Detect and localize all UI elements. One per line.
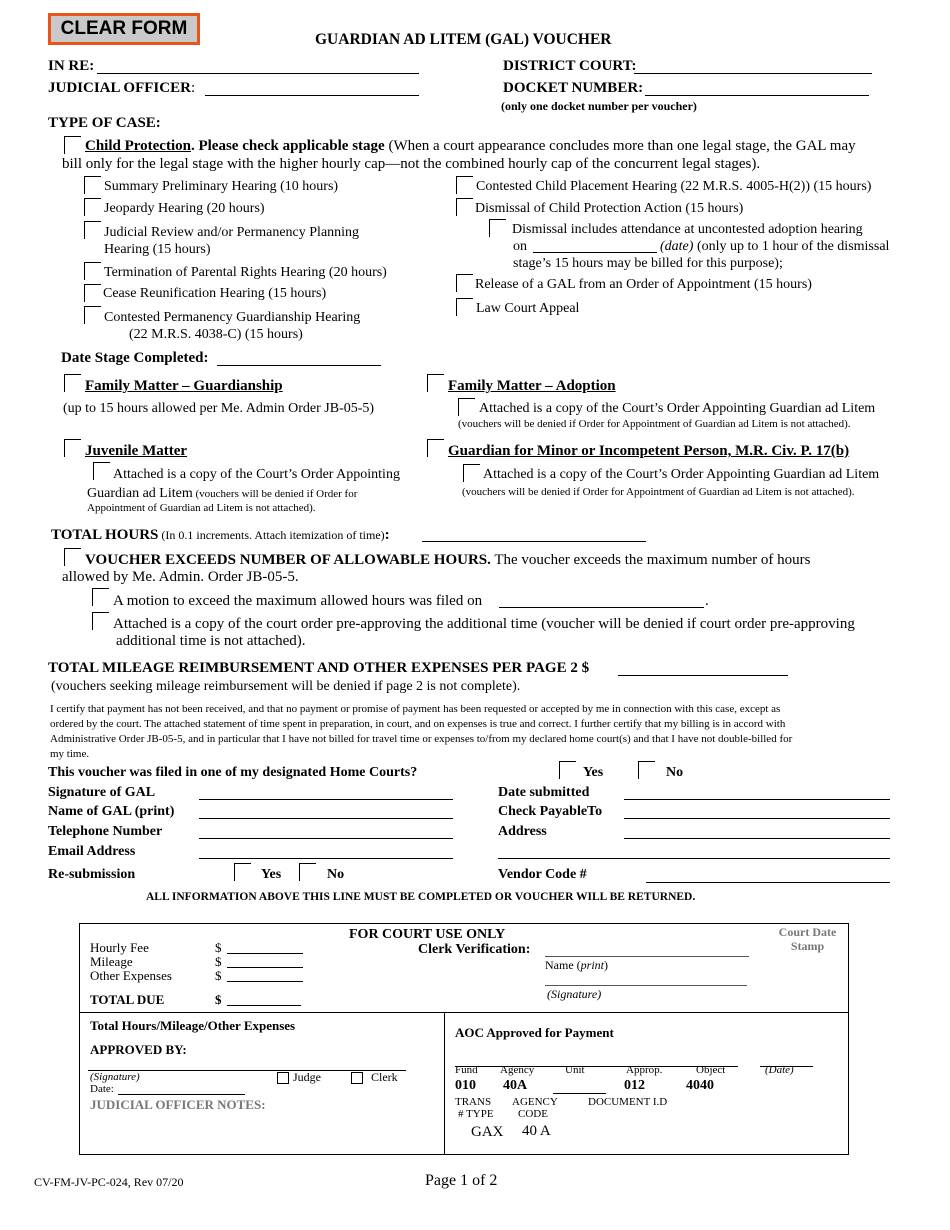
- juvenile-denial-2: Appointment of Guardian ad Litem is not attached).: [87, 502, 316, 514]
- district-court-label: DISTRICT COURT:: [503, 58, 637, 74]
- juvenile-attached-line-2: [87, 484, 357, 502]
- clerk-name-field[interactable]: [545, 956, 749, 957]
- juvenile-title: Juvenile Matter: [85, 443, 188, 459]
- guardianship-checkbox[interactable]: [64, 374, 81, 392]
- court-use-title: FOR COURT USE ONLY: [349, 927, 506, 942]
- agency-code-value: 40 A: [522, 1123, 551, 1139]
- mileage-fee-dollar: $: [215, 954, 222, 969]
- dismissal-checkbox[interactable]: [456, 198, 473, 216]
- clerk-verification-label: Clerk Verification:: [418, 942, 531, 957]
- mileage-note: (vouchers seeking mileage reimbursement will be denied if page 2 is not complete).: [51, 679, 521, 694]
- vendor-code-field[interactable]: [646, 882, 890, 883]
- certification-line-3: Administrative Order JB-05-5, and in particular that I have not billed for travel time or expenses to/from my declared home court(s) and that I have not double-billed for: [50, 733, 793, 745]
- date-stage-completed-label: Date Stage Completed:: [61, 350, 209, 366]
- home-court-no-label: No: [666, 765, 684, 780]
- child-protection-note-2: bill only for the legal stage with the higher hourly cap—not the combined hourly cap of the concurrent legal stages).: [62, 156, 761, 172]
- child-protection-title: Child Protection: [85, 138, 191, 154]
- date-stage-completed-field[interactable]: [217, 365, 381, 366]
- cease-reunification-checkbox[interactable]: [84, 284, 101, 302]
- juvenile-attached-label-2: Guardian ad Litem: [87, 486, 193, 501]
- approved-by-label: APPROVED BY:: [90, 1042, 187, 1057]
- voucher-exceeds-row: [85, 552, 811, 569]
- fund-value: 010: [455, 1078, 476, 1093]
- hourly-fee-label: Hourly Fee: [90, 940, 149, 955]
- dismissal-date-italic: (date): [660, 239, 694, 254]
- form-id: CV-FM-JV-PC-024, Rev 07/20: [34, 1175, 184, 1189]
- in-re-label: IN RE:: [48, 58, 95, 74]
- resubmission-no-checkbox[interactable]: [299, 863, 316, 881]
- agency-label: Agency: [500, 1064, 535, 1076]
- page-number: Page 1 of 2: [425, 1172, 498, 1189]
- contested-permanency-label-1: Contested Permanency Guardianship Hearing: [104, 310, 361, 325]
- contested-child-placement-checkbox[interactable]: [456, 176, 473, 194]
- approp-label: Approp.: [626, 1064, 663, 1076]
- release-gal-label: Release of a GAL from an Order of Appointment (15 hours): [475, 277, 812, 292]
- total-hours-field[interactable]: [422, 541, 646, 542]
- judicial-review-checkbox[interactable]: [84, 221, 101, 239]
- telephone-label: Telephone Number: [48, 824, 163, 839]
- home-court-no-checkbox[interactable]: [638, 761, 655, 779]
- child-protection-note-1: (When a court appearance concludes more than one legal stage, the GAL may: [384, 138, 856, 154]
- court-use-divider-h: [79, 1012, 849, 1013]
- signature-gal-label: Signature of GAL: [48, 785, 156, 800]
- motion-exceed-checkbox[interactable]: [92, 588, 109, 606]
- total-hours-label: TOTAL HOURS: [51, 527, 159, 543]
- guardianship-note: (up to 15 hours allowed per Me. Admin Order JB-05-5): [63, 401, 375, 416]
- motion-date-field[interactable]: [499, 607, 704, 608]
- total-hours-note: (In 0.1 increments. Attach itemization of time): [158, 528, 385, 542]
- home-court-question: This voucher was filed in one of my designated Home Courts?: [48, 765, 418, 780]
- contested-permanency-label-2: (22 M.R.S. 4038-C) (15 hours): [129, 327, 303, 342]
- juvenile-checkbox[interactable]: [64, 439, 81, 457]
- certification-line-4: my time.: [50, 748, 90, 760]
- minor-attached-checkbox[interactable]: [463, 464, 480, 482]
- juvenile-denial-1: (vouchers will be denied if Order for: [192, 488, 358, 500]
- trans-type-value: GAX: [471, 1124, 504, 1140]
- minor-denial-note: (vouchers will be denied if Order for Appointment of Guardian ad Litem is not attached).: [462, 486, 855, 498]
- mileage-fee-label: Mileage: [90, 954, 133, 969]
- dismissal-date-note: [660, 239, 889, 255]
- mileage-amount-field[interactable]: [618, 675, 788, 676]
- other-expenses-field[interactable]: [227, 981, 303, 982]
- approp-value: 012: [624, 1078, 645, 1093]
- minor-checkbox[interactable]: [427, 439, 444, 457]
- home-court-yes-checkbox[interactable]: [559, 761, 576, 779]
- law-court-appeal-checkbox[interactable]: [456, 298, 473, 316]
- name-print-italic: print: [580, 958, 604, 972]
- object-value: 4040: [686, 1078, 714, 1093]
- name-print-suffix: ): [604, 958, 608, 972]
- summary-preliminary-label: Summary Preliminary Hearing (10 hours): [104, 179, 339, 194]
- document-id-label: DOCUMENT I.D: [588, 1096, 668, 1108]
- judicial-officer-label: JUDICIAL OFFICER: [48, 80, 191, 96]
- dismissal-adoption-label-3: stage’s 15 hours may be billed for this purpose);: [513, 256, 783, 271]
- judge-label: Judge: [293, 1070, 321, 1084]
- resubmission-yes-checkbox[interactable]: [234, 863, 251, 881]
- approved-title: Total Hours/Mileage/Other Expenses: [90, 1018, 296, 1033]
- date-submitted-field[interactable]: [624, 799, 890, 800]
- approval-date-field[interactable]: [118, 1094, 245, 1095]
- agency2-label: AGENCY: [512, 1096, 558, 1108]
- dismissal-adoption-label-1: Dismissal includes attendance at uncontested adoption hearing: [512, 222, 863, 237]
- clear-form-button[interactable]: CLEAR FORM: [48, 13, 200, 45]
- dismissal-adoption-checkbox[interactable]: [489, 219, 506, 237]
- agency-value: 40A: [503, 1078, 528, 1093]
- form-title: GUARDIAN AD LITEM (GAL) VOUCHER: [315, 31, 612, 48]
- certification-line-2: ordered by the court. The attached statement of time spent in preparation, in court, and on expenses is true and correct. I further certify that my billing is in accord with: [50, 718, 786, 730]
- court-date-stamp: [770, 925, 845, 953]
- hourly-fee-dollar: $: [215, 940, 222, 955]
- child-protection-subtitle: . Please check applicable stage: [190, 138, 385, 154]
- preapproval-checkbox[interactable]: [92, 612, 109, 630]
- dismissal-adoption-on-row: [513, 239, 527, 255]
- district-court-field[interactable]: [634, 73, 872, 74]
- court-date-stamp-line-1: Court Date: [778, 925, 837, 939]
- signature-gal-field[interactable]: [199, 799, 453, 800]
- minor-title: Guardian for Minor or Incompetent Person, M.R. Civ. P. 17(b): [448, 443, 850, 459]
- dismissal-date-field[interactable]: [533, 252, 657, 253]
- check-payable-label: Check PayableTo: [498, 804, 603, 819]
- contested-child-placement-label: Contested Child Placement Hearing (22 M.R.S. 4005-H(2)) (15 hours): [476, 179, 872, 194]
- name-print-prefix: Name (: [545, 958, 581, 972]
- resubmission-label: Re-submission: [48, 867, 136, 882]
- clerk-label: Clerk: [371, 1070, 398, 1084]
- clerk-checkbox[interactable]: [351, 1072, 363, 1084]
- trans-type-label: # TYPE: [458, 1108, 494, 1120]
- address-field-1[interactable]: [624, 838, 890, 839]
- check-payable-field[interactable]: [624, 818, 890, 819]
- trans-label: TRANS: [455, 1096, 492, 1108]
- dismissal-on-label: on: [513, 239, 527, 254]
- guardianship-title: Family Matter – Guardianship: [85, 378, 283, 394]
- resubmission-no-label: No: [327, 867, 345, 882]
- other-expenses-label: Other Expenses: [90, 968, 172, 983]
- judicial-review-label-1: Judicial Review and/or Permanency Planning: [104, 225, 360, 240]
- total-hours-colon: :: [384, 527, 390, 543]
- adoption-checkbox[interactable]: [427, 374, 444, 392]
- court-use-divider-v: [444, 1012, 445, 1155]
- object-label: Object: [696, 1064, 726, 1076]
- preapproval-label-1: Attached is a copy of the court order pre-approving the additional time (voucher will be denied if court order pre-approving: [113, 616, 855, 632]
- fund-label: Fund: [455, 1064, 478, 1076]
- docket-number-field[interactable]: [645, 95, 869, 96]
- unit-field[interactable]: [553, 1093, 606, 1094]
- unit-label: Unit: [565, 1064, 585, 1076]
- address-field-2[interactable]: [498, 858, 890, 859]
- mileage-label: TOTAL MILEAGE REIMBURSEMENT AND OTHER EXPENSES PER PAGE 2 $: [48, 660, 590, 676]
- jeopardy-label: Jeopardy Hearing (20 hours): [104, 201, 265, 216]
- resubmission-yes-label: Yes: [261, 867, 282, 882]
- law-court-appeal-label: Law Court Appeal: [476, 301, 580, 316]
- total-due-label: TOTAL DUE: [90, 992, 165, 1007]
- telephone-field[interactable]: [199, 838, 453, 839]
- release-gal-checkbox[interactable]: [456, 274, 473, 292]
- total-due-field[interactable]: [227, 1005, 301, 1006]
- cease-reunification-label: Cease Reunification Hearing (15 hours): [103, 286, 327, 301]
- dismissal-label: Dismissal of Child Protection Action (15 hours): [475, 201, 744, 216]
- home-court-yes-label: Yes: [583, 765, 604, 780]
- address-label: Address: [498, 824, 547, 839]
- code-label: CODE: [518, 1108, 548, 1120]
- motion-period: .: [705, 593, 709, 609]
- total-hours-row: [51, 526, 390, 544]
- voucher-exceeds-checkbox[interactable]: [64, 548, 81, 566]
- adoption-denial-note: (vouchers will be denied if Order for Appointment of Guardian ad Litem is not attached).: [458, 418, 851, 430]
- certification-text: [50, 702, 792, 762]
- name-gal-field[interactable]: [199, 818, 453, 819]
- juvenile-attached-label-1: Attached is a copy of the Court’s Order Appointing: [113, 467, 400, 482]
- adoption-attached-label: Attached is a copy of the Court’s Order Appointing Guardian ad Litem: [479, 401, 876, 416]
- judicial-officer-colon: :: [190, 80, 196, 96]
- voucher-exceeds-text-1: The voucher exceeds the maximum number of hours: [490, 552, 811, 568]
- completion-warning: ALL INFORMATION ABOVE THIS LINE MUST BE COMPLETED OR VOUCHER WILL BE RETURNED.: [146, 891, 696, 903]
- approver-signature-caption: (Signature): [90, 1071, 140, 1083]
- adoption-title: Family Matter – Adoption: [448, 378, 616, 394]
- name-gal-label: Name of GAL (print): [48, 804, 175, 819]
- judicial-review-label-2: Hearing (15 hours): [104, 242, 211, 257]
- adoption-attached-checkbox[interactable]: [458, 398, 475, 416]
- email-label: Email Address: [48, 844, 136, 859]
- docket-number-label: DOCKET NUMBER:: [503, 80, 644, 96]
- approval-date-label: Date:: [90, 1083, 114, 1095]
- aoc-title: AOC Approved for Payment: [455, 1025, 614, 1040]
- other-expenses-dollar: $: [215, 968, 222, 983]
- aoc-date-caption: (Date): [765, 1064, 794, 1076]
- voucher-exceeds-title: VOUCHER EXCEEDS NUMBER OF ALLOWABLE HOURS.: [85, 552, 491, 568]
- clerk-signature-caption: (Signature): [547, 987, 602, 1001]
- dismissal-date-rest: (only up to 1 hour of the dismissal: [693, 239, 890, 254]
- email-field[interactable]: [199, 858, 453, 859]
- judge-checkbox[interactable]: [277, 1072, 289, 1084]
- certification-line-1: I certify that payment has not been received, and that no payment or promise of payment has been requested or accepted by me in connection with this case, except as: [50, 703, 781, 715]
- jeopardy-checkbox[interactable]: [84, 198, 101, 216]
- contested-permanency-checkbox[interactable]: [84, 306, 101, 324]
- judicial-officer-field[interactable]: [205, 95, 419, 96]
- in-re-field[interactable]: [97, 73, 419, 74]
- judicial-officer-label-row: [48, 80, 195, 97]
- child-protection-heading: [85, 138, 856, 155]
- docket-note: (only one docket number per voucher): [501, 99, 697, 113]
- clerk-signature-field[interactable]: [545, 985, 747, 986]
- date-submitted-label: Date submitted: [498, 785, 590, 800]
- minor-attached-label: Attached is a copy of the Court’s Order Appointing Guardian ad Litem: [483, 467, 880, 482]
- judicial-notes-label: JUDICIAL OFFICER NOTES:: [90, 1097, 266, 1112]
- court-date-stamp-line-2: Stamp: [790, 939, 825, 953]
- juvenile-attached-checkbox[interactable]: [93, 462, 110, 480]
- termination-parental-rights-checkbox[interactable]: [84, 262, 101, 280]
- termination-parental-rights-label: Termination of Parental Rights Hearing (20 hours): [104, 265, 387, 280]
- mileage-fee-field[interactable]: [227, 967, 303, 968]
- motion-exceed-label: A motion to exceed the maximum allowed hours was filed on: [113, 593, 483, 609]
- summary-preliminary-checkbox[interactable]: [84, 176, 101, 194]
- total-due-dollar: $: [215, 992, 222, 1007]
- type-of-case-label: TYPE OF CASE:: [48, 115, 161, 131]
- child-protection-checkbox[interactable]: [64, 136, 81, 154]
- hourly-fee-field[interactable]: [227, 953, 303, 954]
- preapproval-label-2: additional time is not attached).: [116, 633, 306, 649]
- clerk-name-caption: [545, 958, 608, 973]
- voucher-exceeds-text-2: allowed by Me. Admin. Order JB-05-5.: [62, 569, 299, 585]
- vendor-code-label: Vendor Code #: [498, 867, 587, 882]
